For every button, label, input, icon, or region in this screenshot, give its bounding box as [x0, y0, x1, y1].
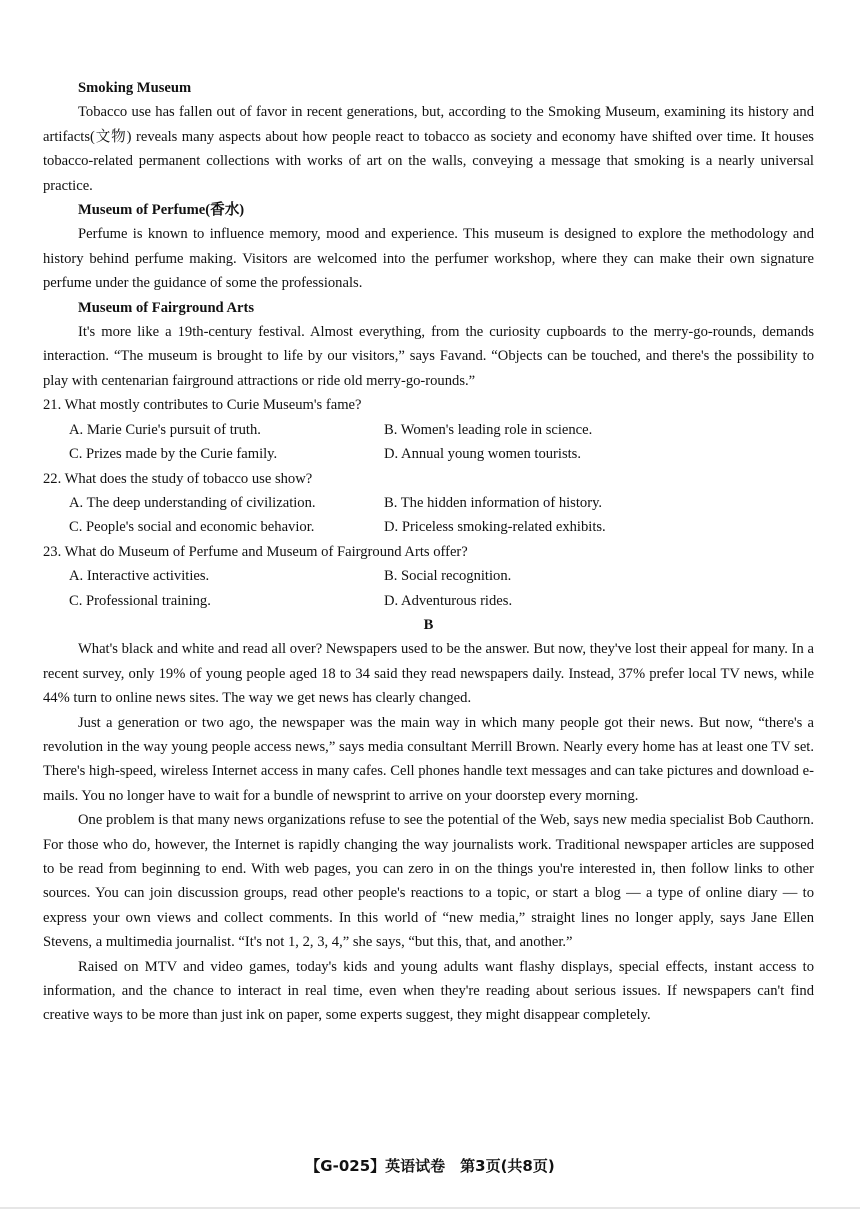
- option-d: D. Annual young women tourists.: [384, 446, 582, 463]
- option-b: B. The hidden information of history.: [384, 494, 603, 511]
- question-stem: 21. What mostly contributes to Curie Museum's fame?: [43, 397, 362, 414]
- question-23: [43, 540, 814, 613]
- museum-title: Museum of Perfume(香水): [78, 202, 245, 219]
- museum-description: It's more like a 19th-century festival. Almost everything, from the curiosity cupboards to the merry-go-rounds, demands interaction. “The museum is brought to life by our visitors,” says Favand. “Objects can be touched, and there's the possibility to play with centenarian fairground attractions or ride old merry-go-rounds.”: [43, 324, 814, 389]
- passage-paragraph: One problem is that many news organizations refuse to see the potential of the Web, says new media specialist Bob Cauthorn. For those who do, however, the Internet is rapidly changing the way journalists work. Traditional newspaper articles are supposed to be read from beginning to end. With web pages, you can zero in on the things you're interested in, then follow links to other sources. You can join discussion groups, read other people's reactions to a topic, or start a blog — a type of online diary — to express your own views and collect comments. In this world of “new media,” straight lines no longer apply, says Jane Ellen Stevens, a multimedia journalist. “It's not 1, 2, 3, 4,” she says, “but this, that, and another.”: [43, 812, 814, 951]
- option-a: A. Interactive activities.: [69, 568, 210, 585]
- option-d: D. Adventurous rides.: [384, 592, 513, 609]
- scan-edge-divider: [0, 1207, 860, 1209]
- museum-description: Perfume is known to influence memory, mood and experience. This museum is designed to explore the methodology and history behind perfume making. Visitors are welcomed into the perfumer workshop, where they can make their own signature perfume under the guidance of some the professionals.: [43, 226, 814, 292]
- page-content: [43, 76, 814, 1028]
- section-heading: B: [423, 616, 434, 633]
- option-c: C. Professional training.: [69, 592, 211, 609]
- museum-entry: [43, 296, 814, 394]
- option-a: A. The deep understanding of civilization.: [69, 494, 316, 511]
- question-21: [43, 393, 814, 466]
- passage-b: [43, 637, 814, 1028]
- passage-paragraph: What's black and white and read all over? Newspapers used to be the answer. But now, they've lost their appeal for many. In a recent survey, only 19% of young people aged 18 to 34 said they read newspapers daily. Instead, 37% prefer local TV news, while 44% turn to online news sites. The way we get news has clearly changed.: [43, 641, 814, 707]
- option-b: B. Social recognition.: [384, 568, 512, 585]
- option-d: D. Priceless smoking-related exhibits.: [384, 519, 606, 536]
- page-footer: 【G-025】英语试卷 第3页(共8页): [305, 1157, 555, 1175]
- museum-description: Tobacco use has fallen out of favor in recent generations, but, according to the Smoking Museum, examining its history and artifacts(文物) reveals many aspects about how people react to tobacco as society and economy have shifted over time. It houses tobacco-related permanent collections with works of art on the walls, conveying a message that smoking is a nearly universal practice.: [43, 104, 814, 194]
- museum-entry: [43, 198, 814, 296]
- question-22: [43, 467, 814, 540]
- question-options: [43, 564, 814, 613]
- option-a: A. Marie Curie's pursuit of truth.: [69, 421, 261, 438]
- question-options: [43, 491, 814, 540]
- option-c: C. Prizes made by the Curie family.: [69, 446, 278, 463]
- passage-paragraph: Raised on MTV and video games, today's kids and young adults want flashy displays, special effects, instant access to information, and the chance to interact in real time, even when they're reading about serious issues. If newspapers can't find creative ways to be more than just ink on paper, some experts suggest, they might disappear completely.: [43, 958, 814, 1024]
- museum-title: Smoking Museum: [78, 80, 192, 96]
- option-b: B. Women's leading role in science.: [384, 421, 593, 438]
- option-c: C. People's social and economic behavior.: [69, 519, 315, 536]
- museum-title: Museum of Fairground Arts: [78, 299, 255, 316]
- question-stem: 23. What do Museum of Perfume and Museum of Fairground Arts offer?: [43, 543, 468, 560]
- question-stem: 22. What does the study of tobacco use show?: [43, 470, 313, 487]
- museum-entry: [43, 76, 814, 198]
- passage-paragraph: Just a generation or two ago, the newspaper was the main way in which many people got their news. But now, “there's a revolution in the way young people access news,” says media consultant Merrill Brown. Nearly every home has at least one TV set. There's high-speed, wireless Internet access in many cafes. Cell phones handle text messages and can take pictures and download e-mails. You no longer have to wait for a bundle of newsprint to arrive on your doorstep every morning.: [43, 714, 814, 804]
- question-options: [43, 418, 814, 467]
